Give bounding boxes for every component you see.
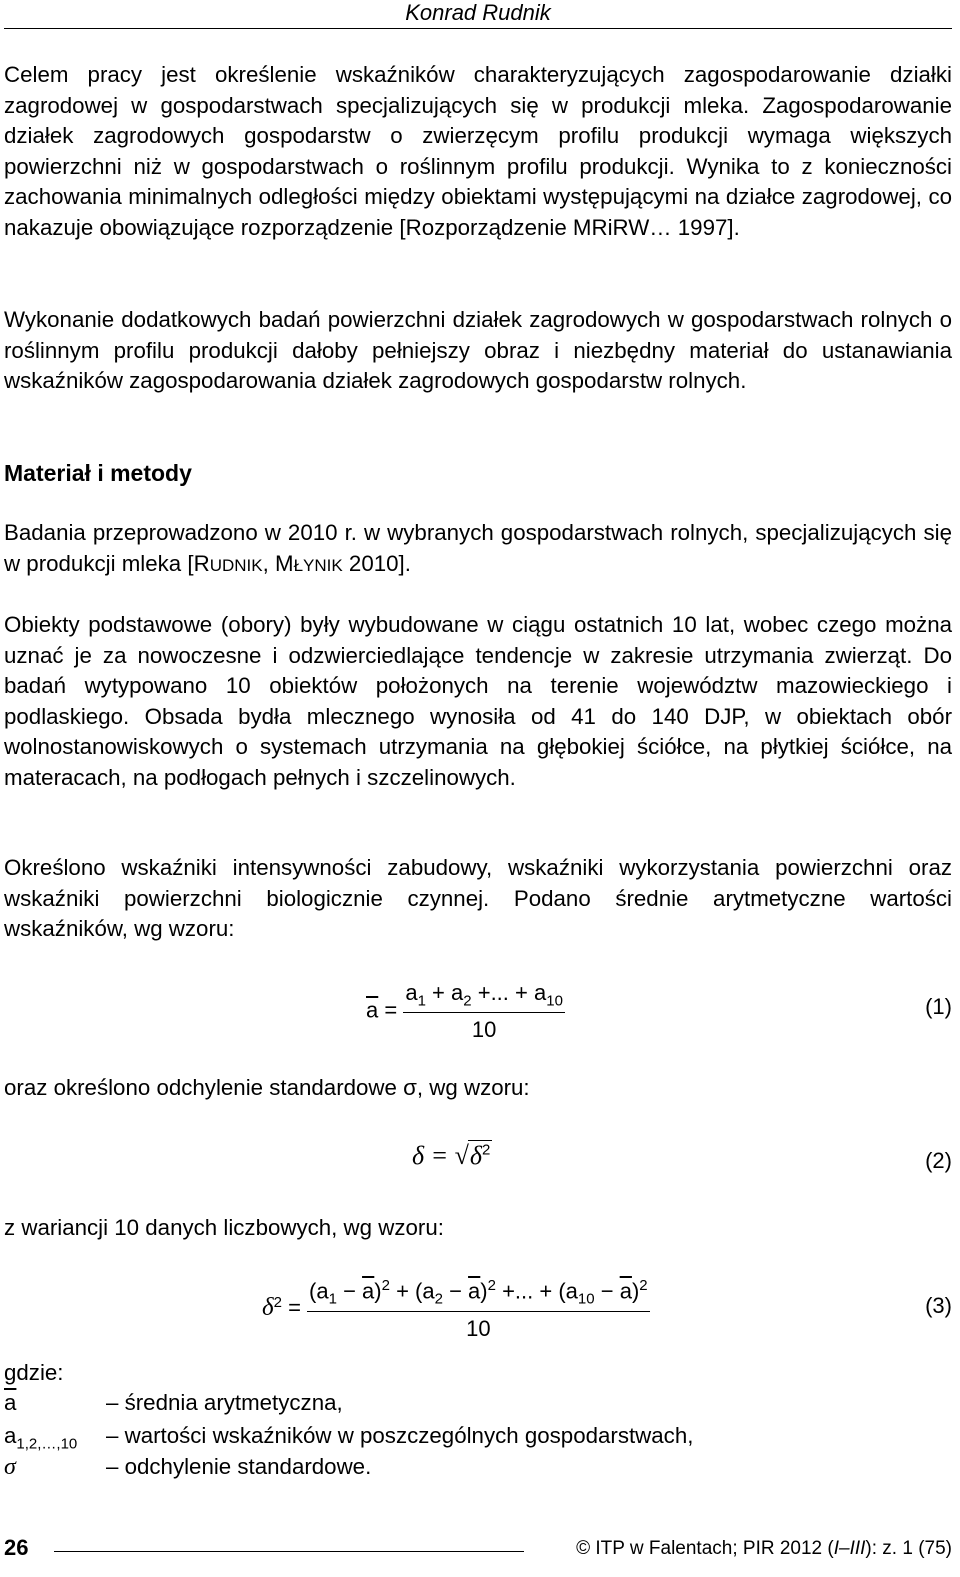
equals-sign: = [424, 1141, 455, 1170]
delta-symbol: δ [262, 1294, 274, 1322]
equals-sign: = [378, 997, 398, 1023]
paragraph-3 [4, 518, 952, 581]
paragraph-text: Wykonanie dodatkowych badań powierzchni działek zagrodowych w gospodarstwach rolnych o roślinnym profilu produkcji dałoby pełniejszy obraz i niezbędny materiał do ustanawiania wskaźników zagospodarowania działek zagrodowych gospodarstw rolnych. [4, 307, 952, 394]
paren: ( [415, 1278, 423, 1304]
paragraph-2 [4, 305, 952, 397]
sqrt-icon: √ [454, 1141, 469, 1170]
footer-rule [54, 1551, 524, 1552]
paragraph-text: Celem pracy jest określenie wskaźników charakteryzujących zagospodarowanie działki zagrodowej w gospodarstwach specjalizujących się w produkcji mleka. Zagospodarowanie działek zagrodowych gospodarstw o zwierzęcym profilu produkcji wymaga większych powierzchni niż w gospodarstwach o roślinnym profilu produkcji. Wynika to z konieczności zachowania minimalnych odległości między obiektami występującymi na działce zagrodowej, co nakazuje obowiązujące rozporządzenie [Rozporządzenie MRiRW… 1997]. [4, 62, 952, 240]
subscript: 1 [417, 992, 426, 1010]
var: δ [469, 1141, 483, 1170]
mean-symbol: $\overline{a}$ [362, 1278, 375, 1304]
paragraph-text: Określono wskaźniki intensywności zabudowy, wskaźniki wykorzystania powierzchni oraz wskaźniki powierzchni biologicznie czynnej. Podano średnie arytmetyczne wartości wskaźników, wg wzoru: [4, 855, 952, 942]
operator: − [336, 1278, 363, 1304]
superscript: 2 [482, 1141, 491, 1159]
denominator: 10 [466, 1315, 491, 1341]
operator: + [389, 1278, 416, 1304]
radicand [468, 1140, 492, 1171]
legend-symbol: σ [4, 1454, 16, 1480]
paragraph-7 [4, 1213, 952, 1244]
operator: − [594, 1278, 620, 1304]
fraction [403, 980, 565, 1043]
operator: + [425, 980, 452, 1005]
subscript: 1 [328, 1290, 337, 1308]
superscript: 2 [273, 1293, 282, 1311]
numerator [307, 1277, 650, 1312]
subscript: 1,2,…,10 [16, 1435, 78, 1453]
running-header [4, 0, 952, 29]
var: a [4, 1423, 17, 1448]
paragraph-4 [4, 610, 952, 794]
formula-variance [262, 1277, 650, 1342]
text-run: © ITP w Falentach; PIR 2012 ( [576, 1538, 834, 1559]
var: a [405, 980, 418, 1005]
paren: ( [309, 1278, 317, 1304]
text-run: Badania przeprowadzono w 2010 r. w wybranych gospodarstwach rolnych, specjalizujących się w produkcji mleka [R [4, 520, 952, 576]
legend-symbol: $\overline{a}$ [4, 1390, 17, 1415]
superscript: 2 [639, 1277, 648, 1294]
legend-description: – średnia arytmetyczna, [106, 1390, 343, 1415]
small-caps-run: ŁYNIK [293, 555, 343, 575]
paren: ) [374, 1278, 382, 1304]
paragraph-6 [4, 1073, 952, 1104]
formula-mean [366, 980, 565, 1043]
italic-run: I–III [833, 1538, 866, 1559]
equals-sign: = [281, 1295, 308, 1321]
legend-description: – odchylenie standardowe. [106, 1454, 372, 1479]
page-number: 26 [4, 1535, 29, 1560]
var: a [451, 980, 464, 1005]
subscript: 10 [577, 1290, 595, 1308]
superscript: 2 [381, 1277, 390, 1294]
superscript: 2 [487, 1277, 496, 1294]
numerator [403, 980, 565, 1013]
legend-description: – wartości wskaźników w poszczególnych gospodarstwach, [106, 1423, 694, 1448]
small-caps-run: UDNIK [209, 555, 263, 575]
paragraph-text: Obiekty podstawowe (obory) były wybudowane w ciągu ostatnich 10 lat, wobec czego można uznać je za nowoczesne i odzwierciedlające tendencje w zakresie utrzymania zwierząt. Do badań wytypowano 10 obiektów położonych na terenie województw mazowieckiego i podlaskiego. Obsada bydła mlecznego wynosiła od 41 do 140 DJP, w obiektach obór wolnostanowiskowych o systemach utrzymania na głębokiej ściółce, na płytkiej ściółce, na materacach, na podłogach pełnych i szczelinowych. [4, 612, 952, 790]
paragraph-text: oraz określono odchylenie standardowe σ, wg wzoru: [4, 1075, 530, 1100]
header-author: Konrad Rudnik [405, 0, 551, 25]
paragraph-text: gdzie: [4, 1360, 64, 1385]
operator: +... + [495, 1278, 559, 1304]
paren: ) [480, 1278, 488, 1304]
text-run: , M [262, 550, 294, 576]
var: a [316, 1278, 329, 1304]
paren: ( [558, 1278, 566, 1304]
var: a [533, 980, 547, 1005]
operator: +... + [471, 980, 534, 1005]
formula-std-dev [412, 1140, 492, 1171]
subscript: 2 [463, 992, 472, 1010]
footer-source [576, 1538, 952, 1560]
subscript: 2 [434, 1290, 443, 1308]
var: a [565, 1278, 578, 1304]
delta-symbol: δ [412, 1141, 425, 1170]
equation-number-2: (2) [925, 1148, 952, 1173]
paragraph-8 [4, 1358, 952, 1389]
text-run: ): z. 1 (75) [865, 1538, 952, 1559]
fraction [307, 1277, 650, 1342]
paragraph-text [4, 518, 952, 581]
mean-symbol: $\overline{a}$ [366, 997, 379, 1023]
denominator: 10 [471, 1017, 497, 1043]
text-run: 2010]. [342, 550, 411, 576]
paragraph-text: z wariancji 10 danych liczbowych, wg wzoru: [4, 1215, 444, 1240]
equation-number-1: (1) [925, 994, 952, 1019]
mean-symbol: $\overline{a}$ [619, 1278, 632, 1304]
operator: − [442, 1278, 469, 1304]
paragraph-1 [4, 60, 952, 244]
mean-symbol: $\overline{a}$ [468, 1278, 481, 1304]
equation-number-3: (3) [925, 1293, 952, 1318]
paren: ) [631, 1278, 640, 1304]
subscript: 10 [546, 992, 563, 1010]
section-heading: Materiał i metody [4, 460, 192, 486]
paragraph-5 [4, 853, 952, 945]
var: a [422, 1278, 435, 1304]
